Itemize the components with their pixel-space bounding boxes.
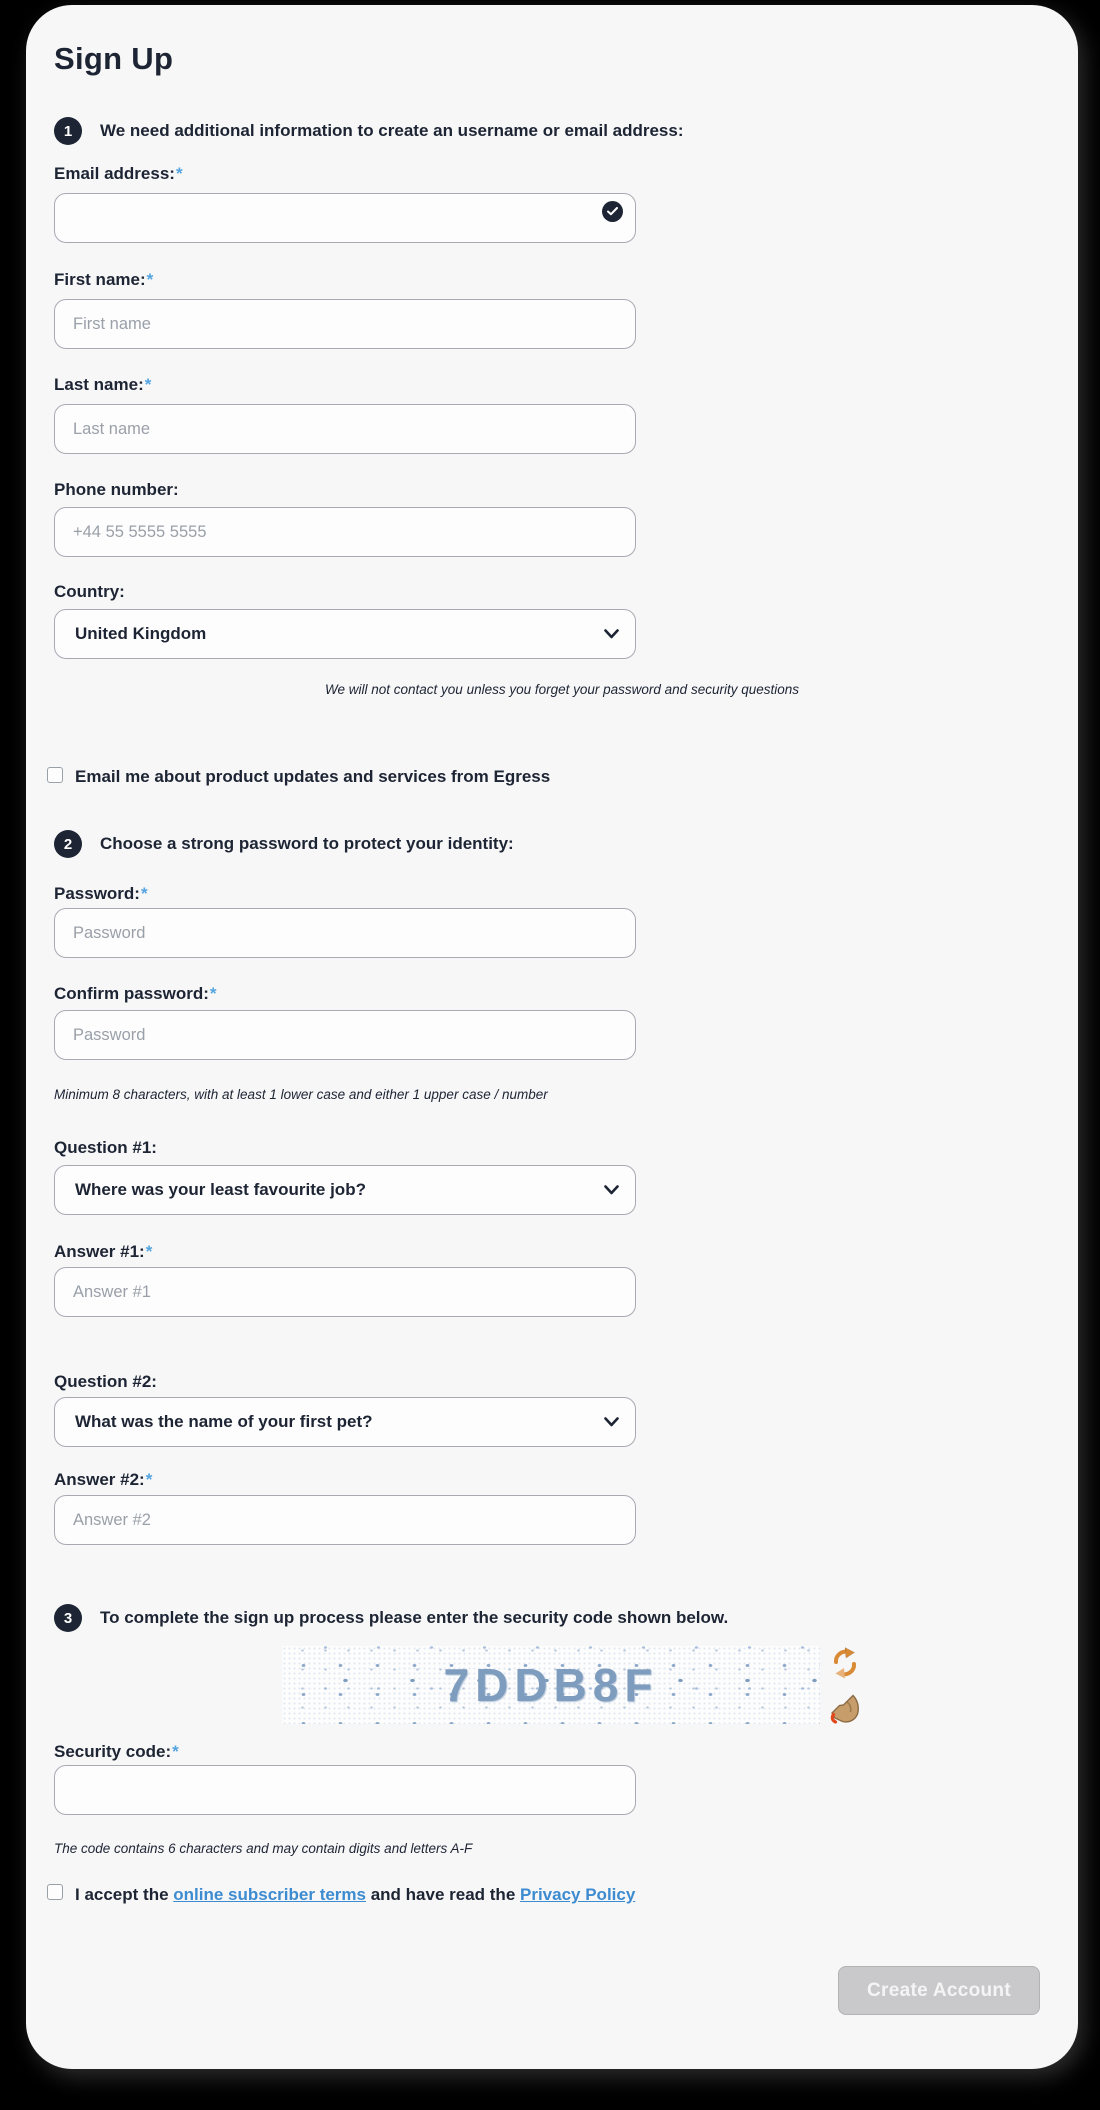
required-asterisk: * [175, 164, 183, 183]
question2-select[interactable] [54, 1397, 636, 1447]
chevron-down-icon [604, 629, 619, 639]
step-3-header [54, 1604, 1040, 1632]
country-label: Country: [54, 582, 125, 601]
country-select[interactable] [54, 609, 636, 659]
check-circle-icon [602, 201, 623, 222]
required-asterisk: * [140, 884, 148, 903]
required-asterisk: * [209, 984, 217, 1003]
password-hint: Minimum 8 characters, with at least 1 lower case and either 1 upper case / number [54, 1087, 548, 1102]
email-input[interactable] [54, 193, 636, 243]
question2-selected-value: What was the name of your first pet? [75, 1412, 373, 1431]
security-code-input[interactable] [54, 1765, 636, 1815]
create-account-button[interactable]: Create Account [838, 1966, 1040, 2015]
code-hint: The code contains 6 characters and may contain digits and letters A-F [54, 1841, 473, 1856]
marketing-optin-row [47, 765, 1040, 789]
required-asterisk: * [146, 270, 154, 289]
question1-select[interactable] [54, 1165, 636, 1215]
chevron-down-icon [604, 1185, 619, 1195]
speaker-icon[interactable] [829, 1690, 861, 1724]
answer2-label: Answer #2:* [54, 1470, 153, 1489]
answer1-input[interactable] [54, 1267, 636, 1317]
last-name-input[interactable] [54, 404, 636, 454]
step-1-badge: 1 [54, 117, 82, 145]
required-asterisk: * [172, 1742, 179, 1761]
captcha-image [282, 1646, 820, 1724]
security-code-label: Security code:* [54, 1742, 179, 1761]
refresh-icon[interactable] [829, 1646, 861, 1680]
first-name-input[interactable] [54, 299, 636, 349]
confirm-password-input[interactable] [54, 1010, 636, 1060]
phone-input[interactable] [54, 507, 636, 557]
signup-card [26, 5, 1078, 2069]
confirm-password-label: Confirm password:* [54, 984, 217, 1003]
required-asterisk: * [144, 375, 152, 394]
question2-label: Question #2: [54, 1372, 157, 1391]
step-1-text: We need additional information to create an username or email address: [100, 121, 684, 140]
chevron-down-icon [604, 1417, 619, 1427]
captcha-code: 7DDB8F [443, 1659, 659, 1711]
marketing-optin-checkbox[interactable] [47, 767, 63, 783]
step-2-text: Choose a strong password to protect your identity: [100, 834, 514, 853]
question1-label: Question #1: [54, 1138, 157, 1157]
contact-note: We will not contact you unless you forget your password and security questions [325, 682, 799, 697]
terms-text: I accept the online subscriber terms and have read the Privacy Policy [75, 1885, 636, 1904]
subscriber-terms-link[interactable]: online subscriber terms [173, 1885, 366, 1904]
step-2-header [54, 830, 1040, 858]
answer1-label: Answer #1:* [54, 1242, 153, 1261]
marketing-optin-label: Email me about product updates and services from Egress [75, 767, 551, 786]
password-label: Password:* [54, 884, 148, 903]
answer2-input[interactable] [54, 1495, 636, 1545]
captcha-controls [829, 1646, 861, 1724]
privacy-policy-link[interactable]: Privacy Policy [520, 1885, 636, 1904]
first-name-label: First name:* [54, 270, 154, 289]
terms-row [47, 1882, 1040, 1908]
page-title: Sign Up [54, 41, 174, 76]
email-label: Email address:* [54, 164, 183, 183]
password-input[interactable] [54, 908, 636, 958]
step-2-badge: 2 [54, 830, 82, 858]
step-3-badge: 3 [54, 1604, 82, 1632]
step-1-header [54, 117, 1040, 145]
captcha-section [282, 1646, 1040, 1724]
required-asterisk: * [145, 1470, 153, 1489]
required-asterisk: * [145, 1242, 153, 1261]
email-field-wrap [54, 193, 636, 243]
question1-selected-value: Where was your least favourite job? [75, 1180, 366, 1199]
step-3-text: To complete the sign up process please enter the security code shown below. [100, 1608, 729, 1627]
form-actions [54, 1966, 1040, 2015]
terms-checkbox[interactable] [47, 1884, 63, 1900]
country-selected-value: United Kingdom [75, 624, 207, 643]
phone-label: Phone number: [54, 480, 179, 499]
last-name-label: Last name:* [54, 375, 152, 394]
